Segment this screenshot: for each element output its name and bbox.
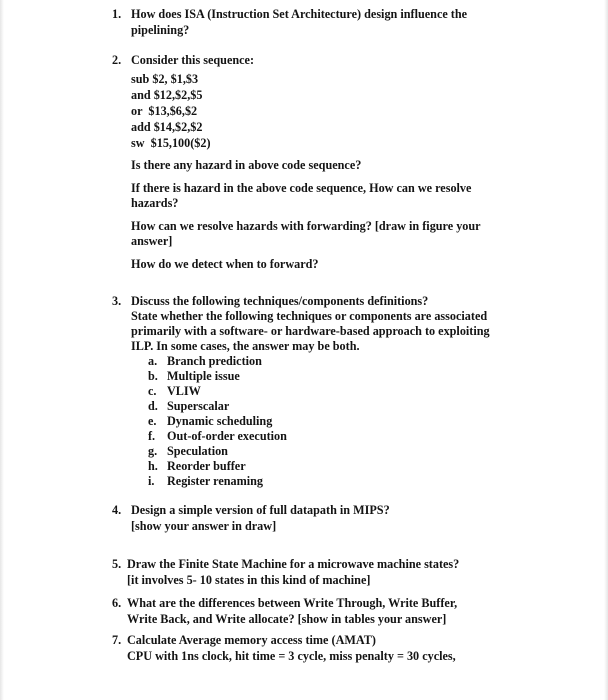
resolve-question-line-1: If there is hazard in the above code sequence, How can we resolve xyxy=(131,181,472,195)
code-line: sub $2, $1,$3 xyxy=(131,72,199,86)
question-3-text-line-3: primarily with a software- or hardware-based approach to exploiting xyxy=(131,324,490,338)
list-item-letter: e. xyxy=(148,414,157,428)
list-item: Multiple issue xyxy=(167,369,240,383)
question-7-text-line-2: CPU with 1ns clock, hit time = 3 cycle, miss penalty = 30 cycles, xyxy=(127,649,456,663)
question-2-number: 2. xyxy=(112,53,122,67)
code-line: add $14,$2,$2 xyxy=(131,120,203,134)
list-item-letter: h. xyxy=(148,459,158,473)
question-3-text-line-1: Discuss the following techniques/components definitions? xyxy=(131,294,429,308)
list-item-letter: i. xyxy=(148,474,155,488)
list-item: Branch prediction xyxy=(167,354,262,368)
page-edge-right xyxy=(604,0,608,700)
hazard-question: Is there any hazard in above code sequence? xyxy=(131,158,362,172)
code-line: sw $15,100($2) xyxy=(131,136,211,150)
list-item: Register renaming xyxy=(167,474,264,488)
list-item: Reorder buffer xyxy=(167,459,246,473)
question-1-text-line-2: pipelining? xyxy=(131,23,190,37)
forwarding-question-line-2: answer] xyxy=(131,234,173,248)
question-3-text-line-2: State whether the following techniques or components are associated xyxy=(131,309,488,323)
question-5-text-line-1: Draw the Finite State Machine for a microwave machine states? xyxy=(127,557,460,571)
question-7-number: 7. xyxy=(112,633,122,647)
question-2-intro: Consider this sequence: xyxy=(131,53,255,67)
code-line: or $13,$6,$2 xyxy=(131,104,198,118)
list-item: Superscalar xyxy=(167,399,230,413)
list-item-letter: f. xyxy=(148,429,156,443)
list-item-letter: b. xyxy=(148,369,158,383)
list-item: VLIW xyxy=(167,384,201,398)
list-item-letter: d. xyxy=(148,399,158,413)
list-item: Out-of-order execution xyxy=(167,429,287,443)
question-4-text-line-2: [show your answer in draw] xyxy=(131,519,277,533)
question-7-text-line-1: Calculate Average memory access time (AMAT) xyxy=(127,633,376,647)
question-6-text-line-2: Write Back, and Write allocate? [show in tables your answer] xyxy=(127,612,447,626)
question-5-number: 5. xyxy=(112,557,122,571)
question-3-number: 3. xyxy=(112,294,122,308)
list-item-letter: g. xyxy=(148,444,158,458)
list-item-letter: c. xyxy=(148,384,157,398)
detect-forward-question: How do we detect when to forward? xyxy=(131,257,319,271)
list-item-letter: a. xyxy=(148,354,158,368)
question-4-text-line-1: Design a simple version of full datapath in MIPS? xyxy=(131,503,390,517)
question-3-text-line-4: ILP. In some cases, the answer may be both. xyxy=(131,339,360,353)
question-1-number: 1. xyxy=(112,7,122,21)
resolve-question-line-2: hazards? xyxy=(131,196,179,210)
question-4-number: 4. xyxy=(112,503,122,517)
question-6-text-line-1: What are the differences between Write Through, Write Buffer, xyxy=(127,596,458,610)
page-edge-left xyxy=(0,0,4,700)
question-5-text-line-2: [it involves 5- 10 states in this kind of machine] xyxy=(127,573,371,587)
question-6-number: 6. xyxy=(112,596,122,610)
forwarding-question-line-1: How can we resolve hazards with forwarding? [draw in figure your xyxy=(131,219,481,233)
question-1-text-line-1: How does ISA (Instruction Set Architecture) design influence the xyxy=(131,7,468,21)
list-item: Dynamic scheduling xyxy=(167,414,273,428)
list-item: Speculation xyxy=(167,444,228,458)
code-line: and $12,$2,$5 xyxy=(131,88,203,102)
